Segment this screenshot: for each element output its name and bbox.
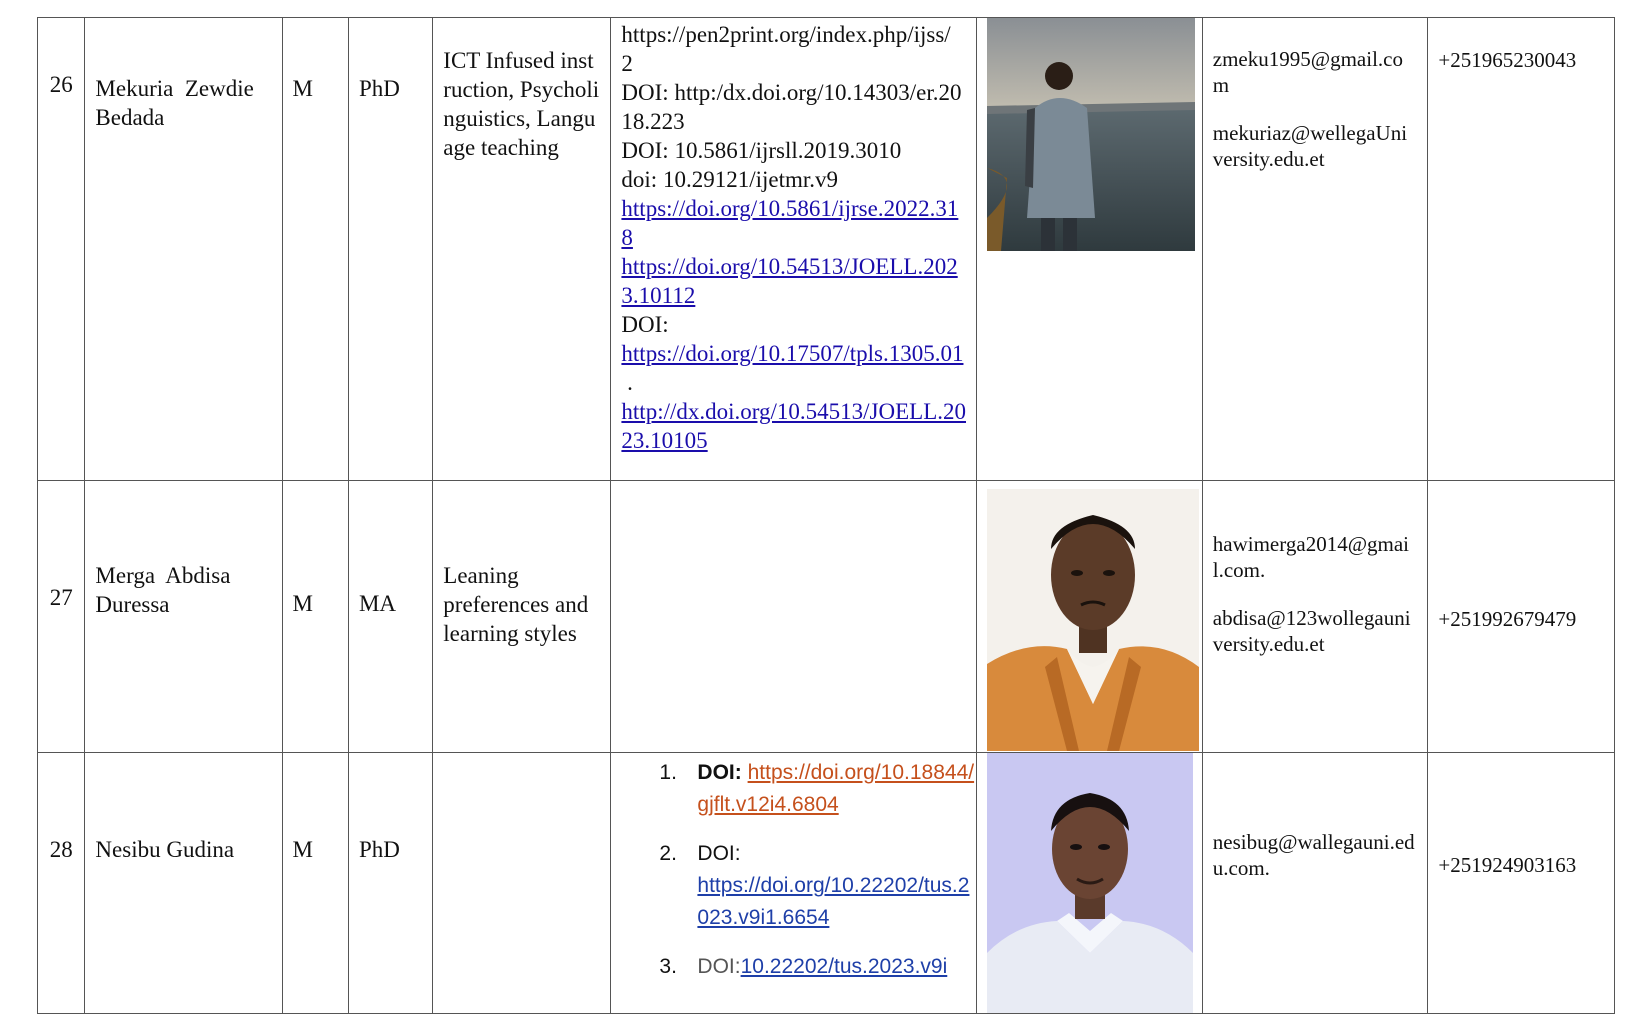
publications-cell [611, 481, 977, 753]
name-line1: Mekuria Zewdie [95, 76, 254, 101]
pub-line: doi: 10.29121/ijetmr.v9 [621, 167, 839, 192]
name-line2: Bedada [95, 105, 165, 130]
list-number: 2. [659, 842, 677, 865]
email-primary: zmeku1995@gmail.com [1212, 47, 1403, 97]
area: ICT Infused instruction, Psycholinguistics, Language teaching [443, 48, 600, 160]
phone-cell [1428, 18, 1615, 481]
pub-line: DOI: [621, 312, 669, 337]
person-photo [987, 489, 1199, 751]
sex-cell [282, 481, 348, 753]
publications-cell [611, 18, 977, 481]
degree-cell [348, 753, 432, 1014]
name-line2: Duressa [95, 592, 170, 617]
publications-cell [611, 753, 977, 1014]
doi-label: DOI: [697, 955, 741, 978]
phone-cell [1428, 753, 1615, 1014]
pub-line: https://pen2print.org/index.php/ijss/ 2 [621, 22, 951, 76]
degree: MA [358, 591, 397, 616]
degree-cell [348, 481, 432, 753]
doi-list [649, 757, 976, 983]
email-cell [1202, 18, 1428, 481]
email-primary: hawimerga2014@gmail.com. [1212, 532, 1410, 582]
table-row [38, 18, 1615, 481]
name-cell [85, 753, 282, 1014]
row-number: 27 [49, 585, 73, 610]
photo-cell [977, 18, 1203, 481]
area-cell [433, 18, 611, 481]
doi-item [659, 757, 976, 821]
area-cell [433, 481, 611, 753]
photo-cell [977, 753, 1203, 1014]
phone-cell [1428, 481, 1615, 753]
doi-label: DOI: [697, 761, 742, 784]
person-photo [987, 18, 1195, 251]
email-secondary: mekuriaz@wellegaUniversity.edu.et [1212, 121, 1408, 171]
name-cell [85, 18, 282, 481]
sex: M [292, 591, 313, 616]
email-primary: nesibug@wallegauni.edu.com. [1212, 830, 1415, 880]
pub-line: DOI: 10.5861/ijrsll.2019.3010 [621, 138, 902, 163]
phone: +251992679479 [1438, 607, 1577, 631]
email-secondary: abdisa@123wollegauniversity.edu.et [1212, 606, 1411, 656]
row-number: 26 [49, 72, 73, 97]
person-photo [987, 753, 1193, 1013]
pub-link[interactable]: https://doi.org/10.5861/ijrse.2022.318 [621, 196, 959, 250]
doi-link[interactable]: 10.22202/tus.2023.v9i [740, 955, 948, 978]
list-number: 3. [659, 955, 677, 978]
sex-cell [282, 753, 348, 1014]
doi-item [659, 951, 976, 983]
row-number-cell [38, 18, 85, 481]
doi-link[interactable]: https://doi.org/10.18844/gjflt.v12i4.6804 [697, 761, 975, 816]
email-cell [1202, 481, 1428, 753]
degree-cell [348, 18, 432, 481]
row-number-cell [38, 753, 85, 1014]
pub-line: . [621, 370, 633, 395]
area-cell [433, 753, 611, 1014]
area: Leaning preferences and learning styles [443, 563, 589, 646]
pub-link[interactable]: http://dx.doi.org/10.54513/JOELL.2023.10105 [621, 399, 966, 453]
list-number: 1. [659, 761, 677, 784]
sex: M [292, 837, 313, 862]
email-cell [1202, 753, 1428, 1014]
degree: PhD [358, 76, 400, 101]
pub-link[interactable]: https://doi.org/10.54513/JOELL.2023.10112 [621, 254, 958, 308]
doi-label: DOI: [697, 842, 741, 865]
table-row [38, 753, 1615, 1014]
doi-item [659, 838, 976, 934]
table-row [38, 481, 1615, 753]
name-line1: Merga Abdisa [95, 563, 231, 588]
name-cell [85, 481, 282, 753]
sex-cell [282, 18, 348, 481]
photo-cell [977, 481, 1203, 753]
phone: +251924903163 [1438, 853, 1577, 877]
degree: PhD [358, 837, 400, 862]
phone: +251965230043 [1438, 48, 1577, 72]
pub-line: DOI: http:/dx.doi.org/10.14303/er.2018.223 [621, 80, 962, 134]
pub-link[interactable]: https://doi.org/10.17507/tpls.1305.01 [621, 341, 964, 366]
doi-link[interactable]: https://doi.org/10.22202/tus.2023.v9i1.6654 [697, 874, 970, 929]
row-number-cell [38, 481, 85, 753]
sex: M [292, 76, 313, 101]
name: Nesibu Gudina [95, 837, 235, 862]
staff-table [37, 17, 1615, 1014]
row-number: 28 [49, 837, 73, 862]
